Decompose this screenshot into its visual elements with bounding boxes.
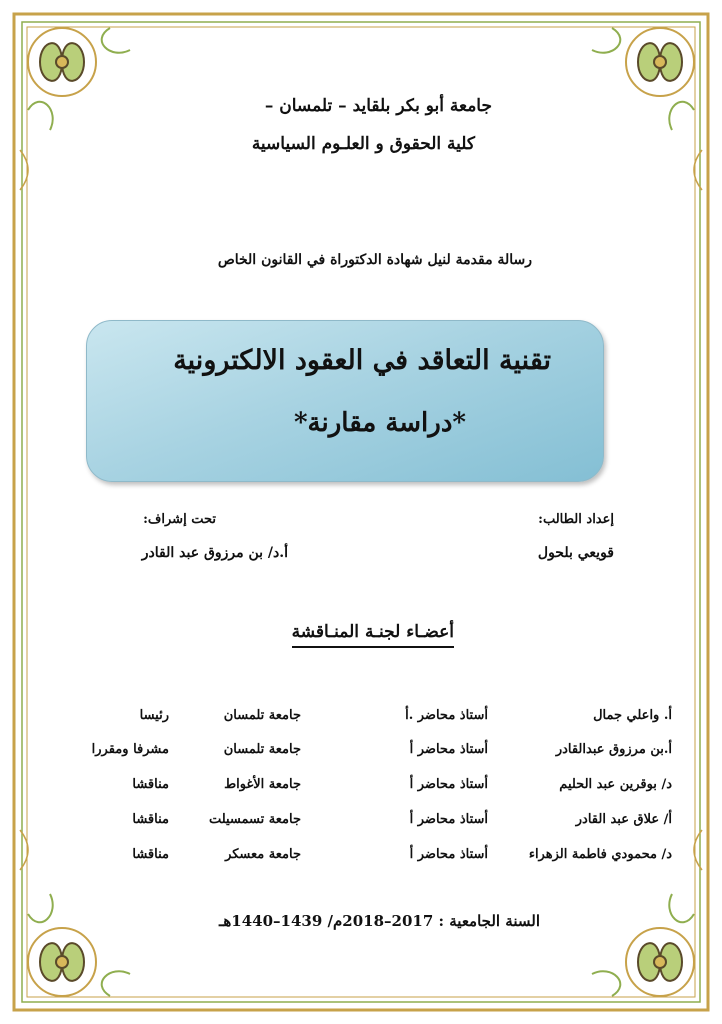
corner-ornament-top-right (592, 28, 694, 130)
member-university: جامعة تسمسيلت (208, 812, 301, 827)
corner-ornament-bottom-right (592, 894, 694, 996)
member-rank: أستاذ محاضر أ (409, 777, 488, 792)
committee-row (0, 777, 722, 807)
member-name: أ. واعلي جمال (593, 708, 672, 723)
member-rank: أستاذ محاضر أ (409, 847, 488, 862)
student-name: قويعي بلحول (537, 545, 614, 561)
corner-ornament-top-left (28, 28, 130, 130)
member-role: مناقشا (132, 812, 169, 827)
academic-year: السنة الجامعية : 2017–2018م/ 1439–1440هـ (218, 912, 540, 930)
member-rank: أستاذ محاضر أ (409, 742, 488, 757)
member-university: جامعة معسكر (225, 847, 301, 862)
member-university: جامعة تلمسان (223, 742, 301, 757)
supervisor-name: أ.د/ بن مرزوق عبد القادر (141, 545, 288, 561)
member-rank: أستاذ محاضر .أ (405, 708, 488, 723)
thesis-statement: رسالة مقدمة لنيل شهادة الدكتوراة في القانون الخاص (217, 252, 532, 268)
member-university: جامعة الأغواط (224, 777, 301, 792)
member-university: جامعة تلمسان (223, 708, 301, 723)
thesis-title: تقنية التعاقد في العقود الالكترونية (173, 345, 551, 376)
member-name: أ.بن مرزوق عبدالقادر (555, 742, 672, 757)
student-label: إعداد الطالب: (538, 512, 614, 527)
member-role: مناقشا (132, 847, 169, 862)
committee-row (0, 812, 722, 842)
university-name: جامعة أبو بكر بلقايد – تلمسان – (264, 96, 492, 116)
committee-title: أعضـاء لجنـة المنـاقشة (292, 622, 454, 648)
member-name: د/ بوقرين عبد الحليم (559, 777, 672, 792)
committee-row (0, 708, 722, 738)
member-name: د/ محمودي فاطمة الزهراء (528, 847, 672, 862)
committee-row (0, 742, 722, 772)
member-role: مشرفا ومقررا (91, 742, 169, 757)
member-rank: أستاذ محاضر أ (409, 812, 488, 827)
faculty-name: كلية الحقوق و العلـوم السياسية (251, 134, 475, 154)
committee-row (0, 847, 722, 877)
member-name: أ/ علاق عبد القادر (575, 812, 672, 827)
supervisor-label: تحت إشراف: (143, 512, 216, 527)
thesis-subtitle: *دراسة مقارنة* (293, 408, 466, 438)
member-role: رئيسا (139, 708, 169, 723)
member-role: مناقشا (132, 777, 169, 792)
corner-ornament-bottom-left (28, 894, 130, 996)
